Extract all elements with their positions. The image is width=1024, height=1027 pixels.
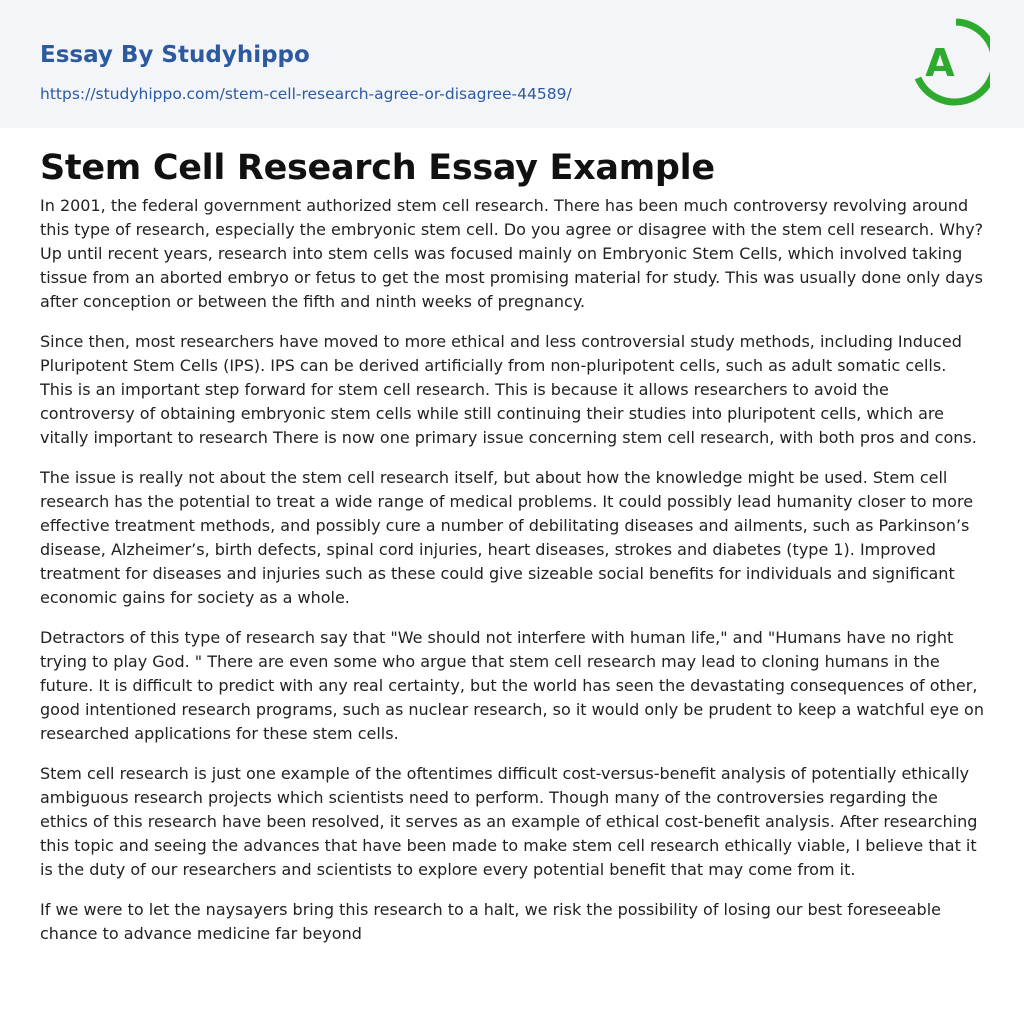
logo-letter: A [925, 41, 955, 85]
brand-title[interactable]: Essay By Studyhippo [40, 42, 310, 68]
essay-paragraph: Detractors of this type of research say that "We should not interfere with human life," and "Humans have no right trying to play God. " There are even some who argue that stem cell research may lead to cloning humans in the future. It is difficult to predict with any real certainty, but the world has seen the devastating consequences of other, good intentioned research programs, such as nuclear research, so it would only be prudent to keep a watchful eye on researched applications for these stem cells. [40, 628, 984, 743]
essay-paragraph: If we were to let the naysayers bring this research to a halt, we risk the possibility of losing our best foreseeable chance to advance medicine far beyond [40, 900, 941, 943]
site-header [0, 0, 1024, 128]
essay-body [40, 194, 984, 962]
studyhippo-logo-icon[interactable] [910, 18, 990, 108]
page-title: Stem Cell Research Essay Example [40, 148, 715, 188]
essay-url-link[interactable]: https://studyhippo.com/stem-cell-research-agree-or-disagree-44589/ [40, 85, 572, 103]
essay-paragraph: In 2001, the federal government authorized stem cell research. There has been much controversy revolving around this type of research, especially the embryonic stem cell. Do you agree or disagree with the stem cell research. Why? Up until recent years, research into stem cells was focused mainly on Embryonic Stem Cells, which involved taking tissue from an aborted embryo or fetus to get the most promising material for study. This was usually done only days after conception or between the fifth and ninth weeks of pregnancy. [40, 196, 984, 311]
essay-paragraph: Stem cell research is just one example of the oftentimes difficult cost-versus-benefit analysis of potentially ethically ambiguous research projects which scientists need to perform. Though many of the controversies regarding the ethics of this research have been resolved, it serves as an example of ethical cost-benefit analysis. After researching this topic and seeing the advances that have been made to make stem cell research ethically viable, I believe that it is the duty of our researchers and scientists to explore every potential benefit that may come from it. [40, 764, 978, 879]
essay-paragraph: The issue is really not about the stem cell research itself, but about how the knowledge might be used. Stem cell research has the potential to treat a wide range of medical problems. It could possibly lead humanity closer to more effective treatment methods, and possibly cure a number of debilitating diseases and ailments, such as Parkinson’s disease, Alzheimer’s, birth defects, spinal cord injuries, heart diseases, strokes and diabetes (type 1). Improved treatment for diseases and injuries such as these could give sizeable social benefits for individuals and significant economic gains for society as a whole. [40, 468, 974, 607]
essay-paragraph: Since then, most researchers have moved to more ethical and less controversial study methods, including Induced Pluripotent Stem Cells (IPS). IPS can be derived artificially from non-pluripotent cells, such as adult somatic cells. This is an important step forward for stem cell research. This is because it allows researchers to avoid the controversy of obtaining embryonic stem cells while still continuing their studies into pluripotent cells, which are vitally important to research There is now one primary issue concerning stem cell research, with both pros and cons. [40, 332, 977, 447]
